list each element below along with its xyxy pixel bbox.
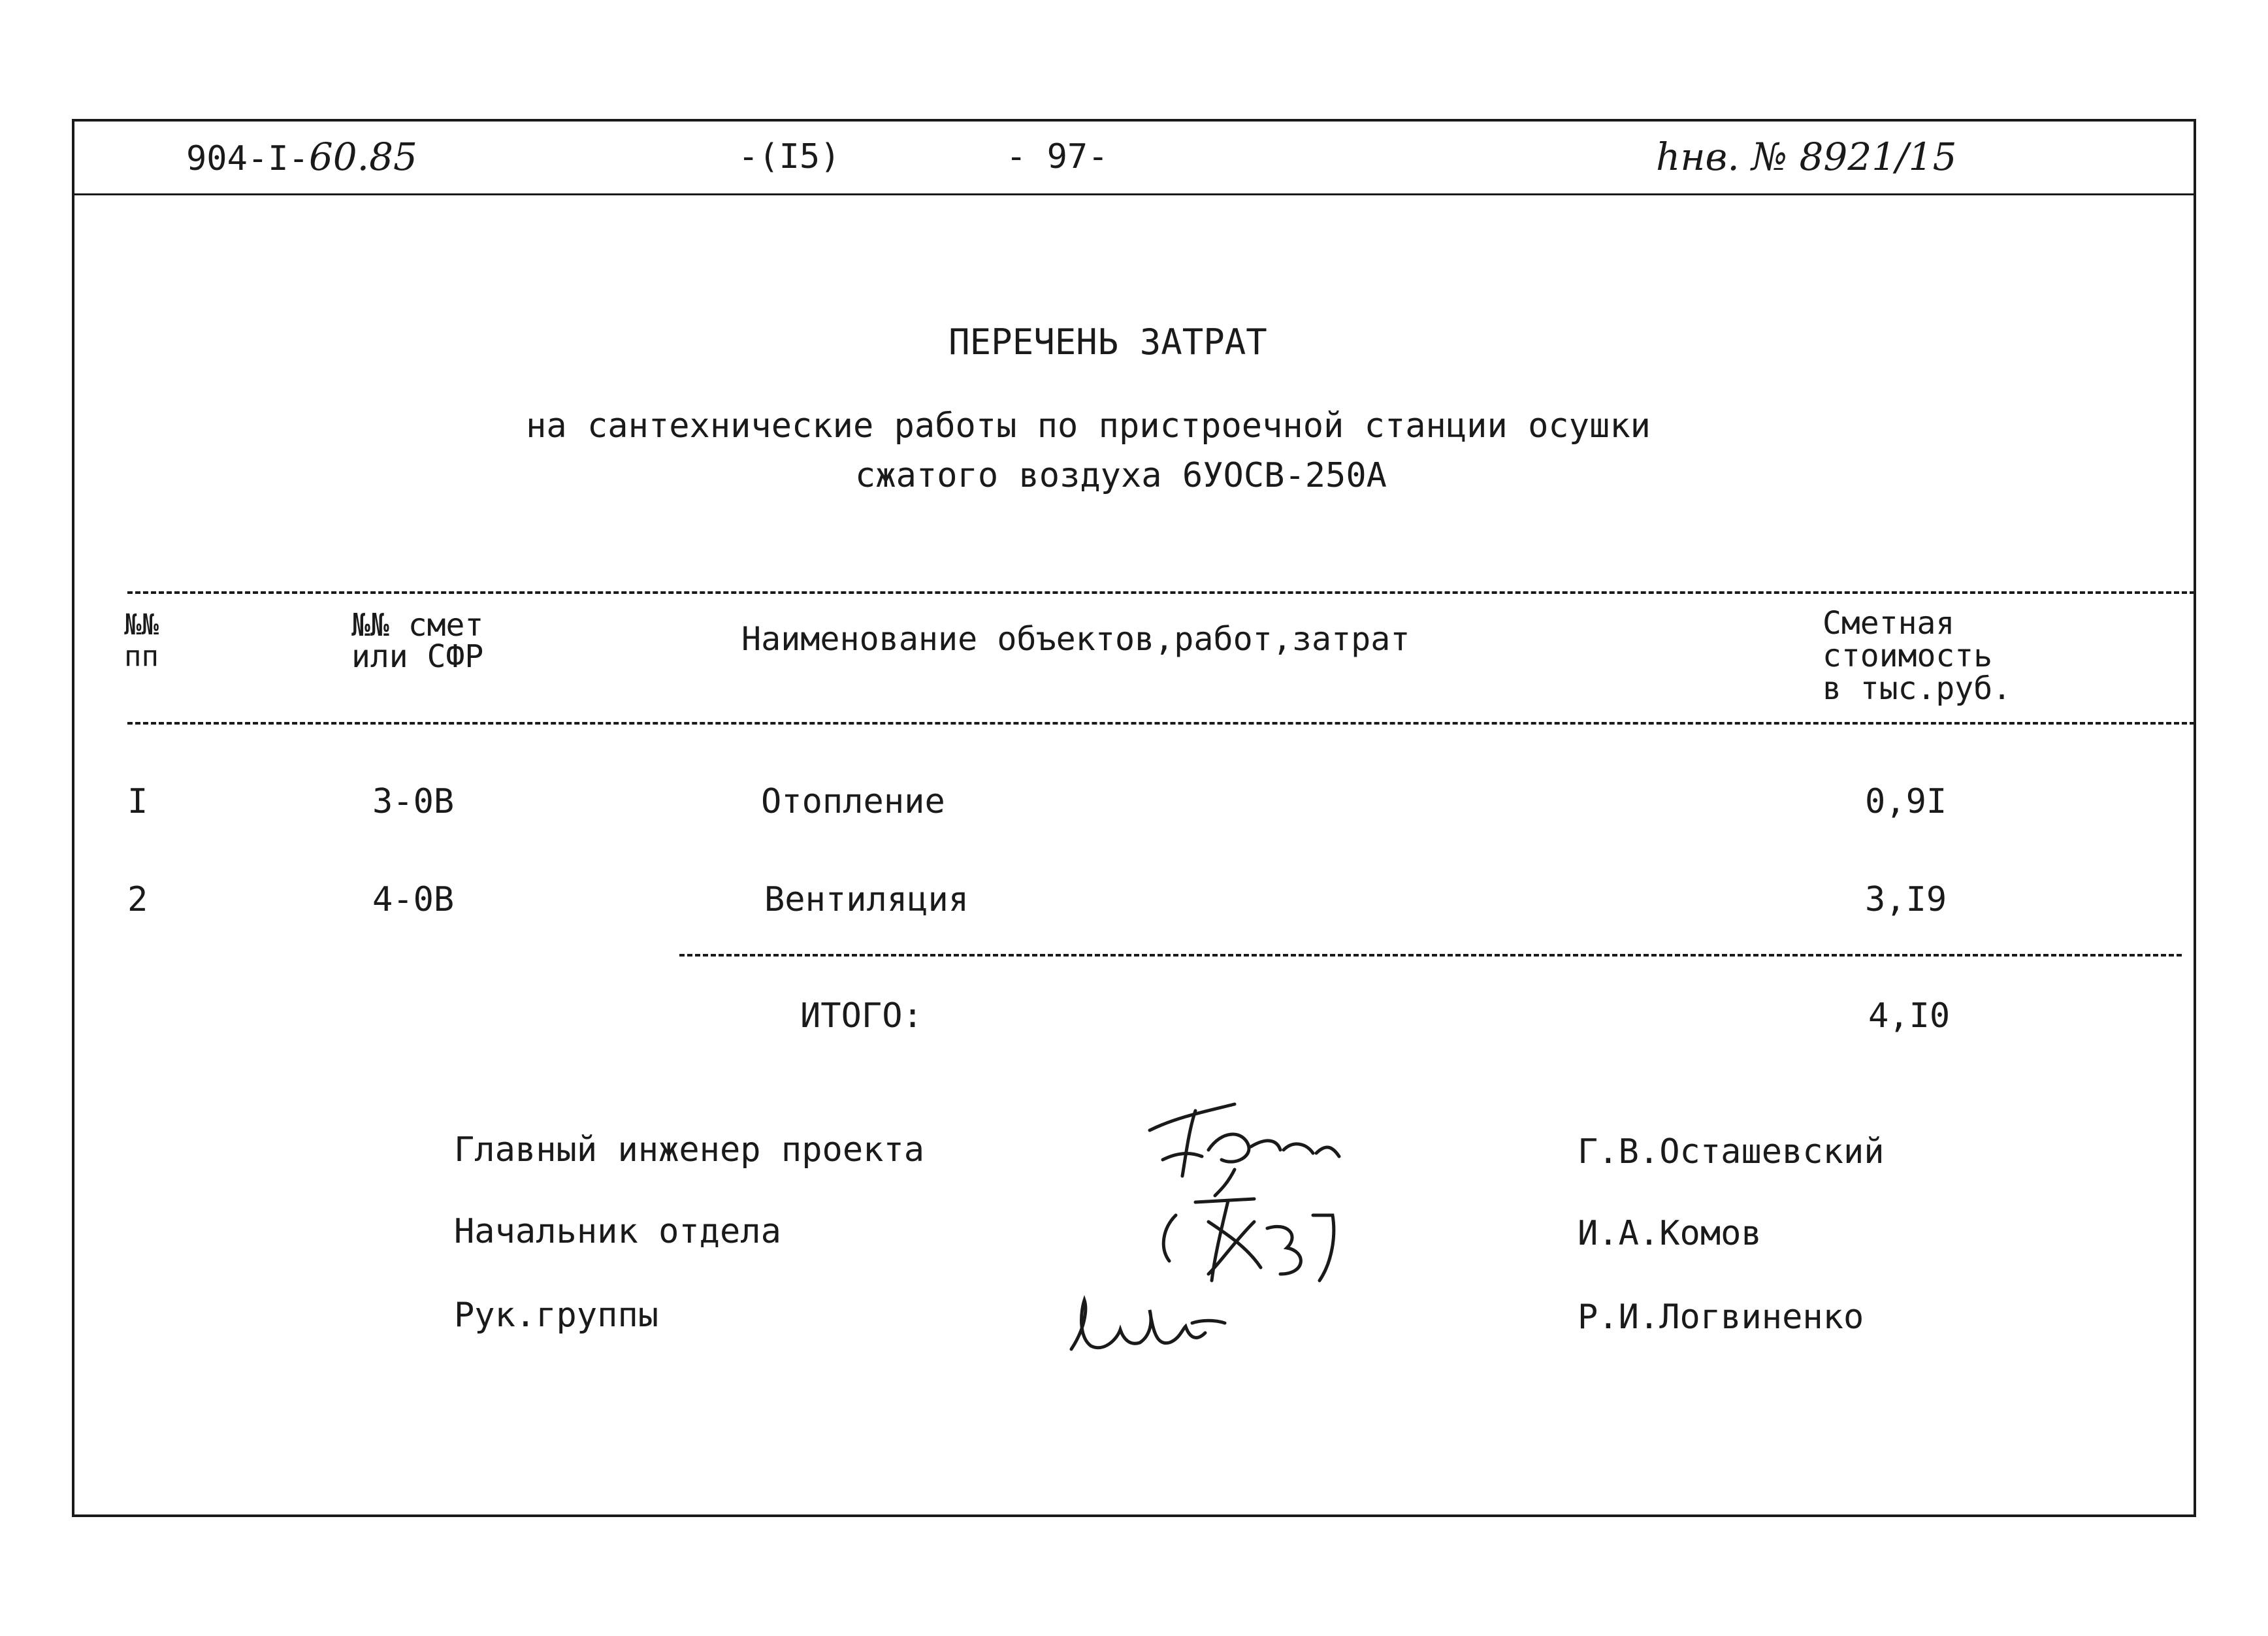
page-subtitle-line1: на сантехнические работы по пристроечной станции осушки <box>526 406 1651 446</box>
inventory-value: 8921/15 <box>1799 135 1957 179</box>
doc-code-handwritten: 60.85 <box>308 135 417 179</box>
total-value: 4,I0 <box>1868 996 1951 1036</box>
total-rule <box>679 954 2182 957</box>
header-estimate-line2: или СФР <box>351 638 484 675</box>
inventory-label: hнв. № <box>1656 135 1788 179</box>
header-cost-line1: Сметная <box>1822 605 1955 642</box>
header-cost-line2: стоимость <box>1822 638 1993 674</box>
row2-estimate: 4-0В <box>372 880 455 919</box>
header-num-line2: пп <box>124 640 159 673</box>
signature-name-group-lead: Р.И.Логвиненко <box>1578 1298 1864 1337</box>
doc-code-prefix: 904-I- <box>186 139 309 178</box>
row1-estimate: 3-0В <box>372 782 455 821</box>
page-subtitle-line2: сжатого воздуха 6УОСВ-250А <box>855 456 1387 495</box>
page-number: - 97- <box>1006 137 1109 176</box>
row1-name: Отопление <box>761 782 945 821</box>
row2-cost: 3,I9 <box>1865 880 1947 919</box>
row2-name: Вентиляция <box>764 880 969 919</box>
table-header-rule <box>127 722 2195 725</box>
row1-num: I <box>127 782 148 821</box>
header-divider <box>72 193 2196 195</box>
signature-mark-chief-engineer <box>1137 1091 1359 1202</box>
row2-num: 2 <box>127 880 148 919</box>
table-top-rule <box>127 591 2195 594</box>
sheet-number: -(I5) <box>738 137 841 176</box>
inventory-number <box>1656 134 1956 180</box>
signature-role-chief-engineer: Главный инженер проекта <box>454 1130 925 1170</box>
header-name: Наименование объектов,работ,затрат <box>741 620 1410 658</box>
signature-name-chief-engineer: Г.В.Осташевский <box>1578 1132 1885 1171</box>
row1-cost: 0,9I <box>1865 782 1947 821</box>
signature-role-group-lead: Рук.группы <box>454 1296 659 1335</box>
header-num-line1: №№ <box>124 608 159 642</box>
total-label: ИТОГО: <box>800 996 923 1036</box>
signature-mark-department-head <box>1150 1189 1359 1294</box>
page-title: ПЕРЕЧЕНЬ ЗАТРАТ <box>948 321 1267 363</box>
signature-mark-group-lead <box>1058 1284 1235 1362</box>
header-cost-line3: в тыс.руб. <box>1822 670 2011 707</box>
doc-code <box>186 134 417 182</box>
header-estimate-line1: №№ смет <box>351 607 484 644</box>
signature-role-department-head: Начальник отдела <box>454 1212 781 1251</box>
signature-name-department-head: И.А.Комов <box>1578 1214 1762 1253</box>
